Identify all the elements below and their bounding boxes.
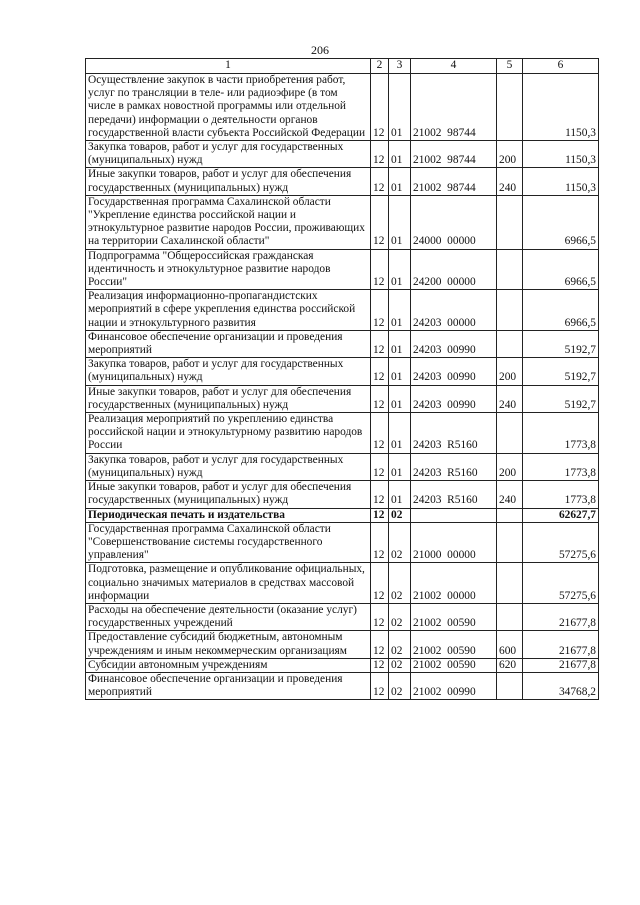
- table-row: [86, 385, 599, 412]
- expense-type-cell: [497, 290, 523, 331]
- row-name-cell: Закупка товаров, работ и услуг для государственных (муниципальных) нужд: [86, 358, 371, 385]
- budget-table: [85, 58, 599, 700]
- section-cell: 12: [371, 249, 389, 290]
- target-article-cell: 24203 00990: [411, 358, 497, 385]
- amount-cell: 5192,7: [523, 330, 599, 357]
- amount-cell: 21677,8: [523, 631, 599, 658]
- subsection-cell: 02: [389, 658, 411, 672]
- table-row: [86, 141, 599, 168]
- table-row: [86, 290, 599, 331]
- column-header-1: 1: [86, 59, 371, 74]
- row-name-cell: Реализация информационно-пропагандистских мероприятий в сфере укрепления единства российской нации и этнокультурного развития: [86, 290, 371, 331]
- subsection-cell: 02: [389, 522, 411, 563]
- row-name-cell: Иные закупки товаров, работ и услуг для обеспечения государственных (муниципальных) нужд: [86, 168, 371, 195]
- expense-type-cell: [497, 603, 523, 630]
- table-row: [86, 508, 599, 522]
- row-name-cell: Государственная программа Сахалинской области "Совершенствование системы государственного управления": [86, 522, 371, 563]
- target-article-cell: 21002 98744: [411, 141, 497, 168]
- target-article-cell: 21002 00590: [411, 603, 497, 630]
- expense-type-cell: [497, 195, 523, 249]
- section-cell: 12: [371, 481, 389, 508]
- amount-cell: 1773,8: [523, 453, 599, 480]
- row-name-cell: Подготовка, размещение и опубликование официальных, социально значимых материалов в средствах массовой информации: [86, 563, 371, 604]
- table-header-row: [86, 59, 599, 74]
- row-name-cell: Закупка товаров, работ и услуг для государственных (муниципальных) нужд: [86, 453, 371, 480]
- row-name-cell: Иные закупки товаров, работ и услуг для обеспечения государственных (муниципальных) нужд: [86, 385, 371, 412]
- column-header-5: 5: [497, 59, 523, 74]
- table-row: [86, 330, 599, 357]
- expense-type-cell: [497, 672, 523, 699]
- amount-cell: 21677,8: [523, 658, 599, 672]
- expense-type-cell: 200: [497, 141, 523, 168]
- target-article-cell: [411, 508, 497, 522]
- expense-type-cell: [497, 74, 523, 141]
- section-cell: 12: [371, 658, 389, 672]
- row-name-cell: Осуществление закупок в части приобретения работ, услуг по трансляции в теле- или радиоэфире (в том числе в рамках новостной программы или отдельной передачи) информации о деятельности органов государственной власти субъекта Российской Федерации: [86, 74, 371, 141]
- amount-cell: 5192,7: [523, 358, 599, 385]
- table-row: [86, 631, 599, 658]
- subsection-cell: 01: [389, 195, 411, 249]
- expense-type-cell: [497, 563, 523, 604]
- target-article-cell: 24203 R5160: [411, 481, 497, 508]
- section-cell: 12: [371, 195, 389, 249]
- row-name-cell: Периодическая печать и издательства: [86, 508, 371, 522]
- table-row: [86, 603, 599, 630]
- row-name-cell: Иные закупки товаров, работ и услуг для обеспечения государственных (муниципальных) нужд: [86, 481, 371, 508]
- expense-type-cell: 240: [497, 168, 523, 195]
- expense-type-cell: [497, 249, 523, 290]
- row-name-cell: Финансовое обеспечение организации и проведения мероприятий: [86, 672, 371, 699]
- column-header-4: 4: [411, 59, 497, 74]
- amount-cell: 57275,6: [523, 522, 599, 563]
- amount-cell: 6966,5: [523, 249, 599, 290]
- row-name-cell: Государственная программа Сахалинской области "Укрепление единства российской нации и этнокультурное развитие народов России, проживающих на территории Сахалинской области": [86, 195, 371, 249]
- row-name-cell: Закупка товаров, работ и услуг для государственных (муниципальных) нужд: [86, 141, 371, 168]
- target-article-cell: 24203 R5160: [411, 413, 497, 454]
- target-article-cell: 21002 98744: [411, 74, 497, 141]
- amount-cell: 1150,3: [523, 74, 599, 141]
- target-article-cell: 21002 00590: [411, 658, 497, 672]
- table-row: [86, 522, 599, 563]
- subsection-cell: 02: [389, 508, 411, 522]
- table-body: [86, 74, 599, 700]
- subsection-cell: 01: [389, 453, 411, 480]
- subsection-cell: 02: [389, 563, 411, 604]
- subsection-cell: 02: [389, 603, 411, 630]
- row-name-cell: Субсидии автономным учреждениям: [86, 658, 371, 672]
- table-row: [86, 453, 599, 480]
- amount-cell: 1773,8: [523, 481, 599, 508]
- expense-type-cell: [497, 508, 523, 522]
- target-article-cell: 24200 00000: [411, 249, 497, 290]
- table-row: [86, 358, 599, 385]
- target-article-cell: 24203 00990: [411, 330, 497, 357]
- table-row: [86, 658, 599, 672]
- target-article-cell: 24000 00000: [411, 195, 497, 249]
- subsection-cell: 01: [389, 481, 411, 508]
- subsection-cell: 02: [389, 631, 411, 658]
- amount-cell: 1773,8: [523, 413, 599, 454]
- table-row: [86, 74, 599, 141]
- page-number: 206: [311, 43, 329, 57]
- section-cell: 12: [371, 603, 389, 630]
- table-row: [86, 249, 599, 290]
- amount-cell: 1150,3: [523, 141, 599, 168]
- subsection-cell: 01: [389, 168, 411, 195]
- subsection-cell: 01: [389, 358, 411, 385]
- column-header-2: 2: [371, 59, 389, 74]
- expense-type-cell: 200: [497, 358, 523, 385]
- subsection-cell: 02: [389, 672, 411, 699]
- table-row: [86, 672, 599, 699]
- amount-cell: 6966,5: [523, 195, 599, 249]
- section-cell: 12: [371, 290, 389, 331]
- column-header-6: 6: [523, 59, 599, 74]
- target-article-cell: 24203 R5160: [411, 453, 497, 480]
- table-row: [86, 413, 599, 454]
- row-name-cell: Расходы на обеспечение деятельности (оказание услуг) государственных учреждений: [86, 603, 371, 630]
- amount-cell: 6966,5: [523, 290, 599, 331]
- column-header-3: 3: [389, 59, 411, 74]
- section-cell: 12: [371, 413, 389, 454]
- table-row: [86, 195, 599, 249]
- expense-type-cell: 620: [497, 658, 523, 672]
- amount-cell: 57275,6: [523, 563, 599, 604]
- section-cell: 12: [371, 672, 389, 699]
- expense-type-cell: 240: [497, 385, 523, 412]
- section-cell: 12: [371, 522, 389, 563]
- subsection-cell: 01: [389, 385, 411, 412]
- amount-cell: 1150,3: [523, 168, 599, 195]
- table-row: [86, 481, 599, 508]
- row-name-cell: Финансовое обеспечение организации и проведения мероприятий: [86, 330, 371, 357]
- section-cell: 12: [371, 563, 389, 604]
- target-article-cell: 21002 00590: [411, 631, 497, 658]
- section-cell: 12: [371, 508, 389, 522]
- section-cell: 12: [371, 631, 389, 658]
- amount-cell: 21677,8: [523, 603, 599, 630]
- section-cell: 12: [371, 453, 389, 480]
- expense-type-cell: [497, 413, 523, 454]
- subsection-cell: 01: [389, 290, 411, 331]
- subsection-cell: 01: [389, 330, 411, 357]
- expense-type-cell: 240: [497, 481, 523, 508]
- section-cell: 12: [371, 358, 389, 385]
- expense-type-cell: [497, 522, 523, 563]
- section-cell: 12: [371, 330, 389, 357]
- section-cell: 12: [371, 168, 389, 195]
- subsection-cell: 01: [389, 249, 411, 290]
- section-cell: 12: [371, 385, 389, 412]
- subsection-cell: 01: [389, 74, 411, 141]
- expense-type-cell: 600: [497, 631, 523, 658]
- target-article-cell: 21002 00000: [411, 563, 497, 604]
- section-cell: 12: [371, 74, 389, 141]
- row-name-cell: Предоставление субсидий бюджетным, автономным учреждениям и иным некоммерческим организациям: [86, 631, 371, 658]
- table-row: [86, 563, 599, 604]
- target-article-cell: 24203 00990: [411, 385, 497, 412]
- section-cell: 12: [371, 141, 389, 168]
- table-row: [86, 168, 599, 195]
- subsection-cell: 01: [389, 413, 411, 454]
- subsection-cell: 01: [389, 141, 411, 168]
- amount-cell: 62627,7: [523, 508, 599, 522]
- expense-type-cell: 200: [497, 453, 523, 480]
- expense-type-cell: [497, 330, 523, 357]
- target-article-cell: 21002 00990: [411, 672, 497, 699]
- target-article-cell: 24203 00000: [411, 290, 497, 331]
- row-name-cell: Реализация мероприятий по укреплению единства российской нации и этнокультурному развитию народов России: [86, 413, 371, 454]
- row-name-cell: Подпрограмма "Общероссийская гражданская идентичность и этнокультурное развитие народов России": [86, 249, 371, 290]
- target-article-cell: 21000 00000: [411, 522, 497, 563]
- amount-cell: 34768,2: [523, 672, 599, 699]
- amount-cell: 5192,7: [523, 385, 599, 412]
- target-article-cell: 21002 98744: [411, 168, 497, 195]
